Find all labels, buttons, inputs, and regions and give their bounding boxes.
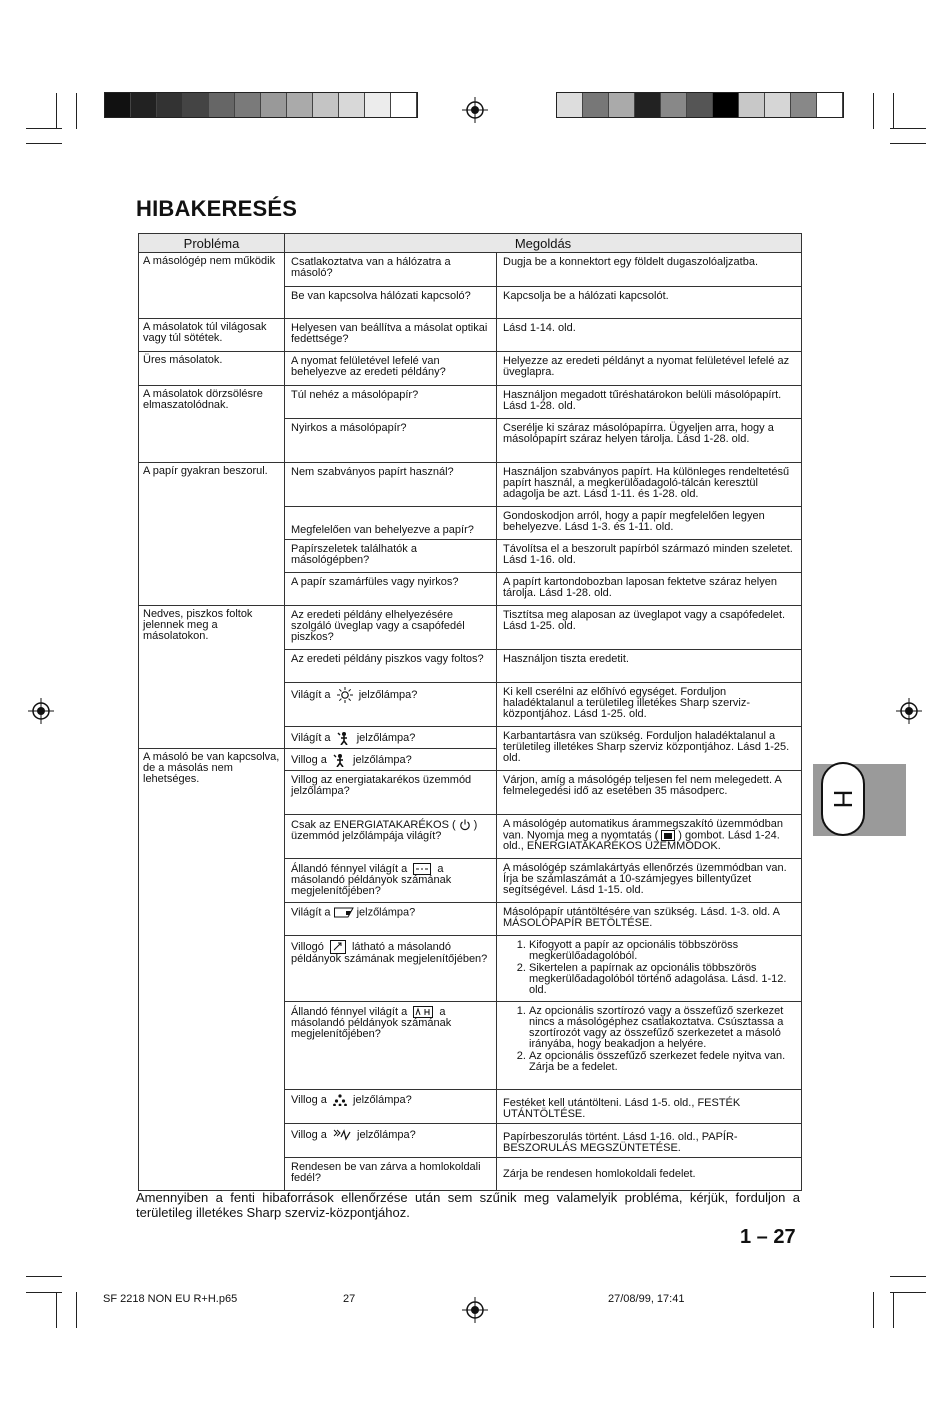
solution-cell: Használjon szabványos papírt. Ha különleges rendeltetésű papírt használ, a megkerülőadagoló-tálcán keresztül adagolja be azt. Lásd 1-11. és 1-28. old. (497, 463, 802, 507)
solution-cell: Cserélje ki száraz másolópapírra. Ügyeljen arra, hogy a másolópapírt száraz helyen tárolja. Lásd 1-28. old. (497, 419, 802, 463)
check-cell (285, 1090, 497, 1124)
check-cell (285, 1002, 497, 1090)
language-tab (813, 764, 906, 836)
header-problem: Probléma (139, 234, 285, 253)
toner-icon (333, 1094, 347, 1106)
table-row (139, 319, 802, 352)
check-cell (285, 727, 497, 749)
table-row (139, 606, 802, 650)
solution-cell: Használjon tiszta eredetit. (497, 650, 802, 683)
table-row (139, 253, 802, 287)
check-cell: Helyesen van beállítva a másolat optikai fedettsége? (285, 319, 497, 352)
check-cell: Túl nehéz a másolópapír? (285, 386, 497, 419)
check-text: jelzőlámpa? (353, 753, 412, 766)
table-row (139, 352, 802, 386)
check-text: Világít a (291, 906, 331, 919)
check-cell (285, 903, 497, 936)
check-text: ) üzemmód jelzőlámpája világít? (291, 818, 478, 842)
solution-list (503, 940, 795, 996)
check-text: Villog a (291, 1128, 327, 1141)
crop-mark (56, 1292, 57, 1328)
table-row (139, 463, 802, 507)
check-text: Villog a (291, 1093, 327, 1106)
header-solution: Megoldás (285, 234, 802, 253)
solution-cell: Távolítsa el a beszorult papírból származó minden szeletet. Lásd 1-16. old. (497, 540, 802, 573)
crop-mark (56, 93, 57, 129)
solution-text: ) gombot. Lásd 1-24. old., ENERGIATAKARÉKOS ÜZEMMÓDOK. (503, 829, 780, 853)
solution-cell: Helyezze az eredeti példányt a nyomat felületével lefelé az üveglapra. (497, 352, 802, 386)
solution-cell: Gondoskodjon arról, hogy a papír megfelelően legyen behelyezve. Lásd 1-3. és 1-11. old. (497, 507, 802, 540)
check-text: Csak az ENERGIATAKARÉKOS ( (291, 818, 456, 831)
check-cell: A papír szamárfüles vagy nyirkos? (285, 573, 497, 606)
power-icon (459, 819, 471, 831)
solution-cell: Festéket kell utántölteni. Lásd 1-5. old., FESTÉK UTÁNTÖLTÉSE. (497, 1090, 802, 1124)
crop-mark (26, 1276, 62, 1277)
check-cell: Az eredeti példány piszkos vagy foltos? (285, 650, 497, 683)
list-item: 2. Az opcionális összefűző szerkezet fedele nyitva van. Zárja be a fedelet. (529, 1051, 795, 1073)
check-cell (285, 859, 497, 903)
check-cell (285, 815, 497, 859)
solution-cell: Használjon megadott tűréshatárokon belüli másolópapírt. Lásd 1-28. old. (497, 386, 802, 419)
list-item: 1. Az opcionális szortírozó vagy a összefűző szerkezet nincs a másológéphez csatlakoztatva. Csúsztassa a szortírozót vagy az összefűző szerkezetet a másoló irányába, hogy beakadjon a helyére. (529, 1006, 795, 1050)
solution-cell: Tisztítsa meg alaposan az üveglapot vagy a csapófedelet. Lásd 1-25. old. (497, 606, 802, 650)
table-row (139, 386, 802, 419)
check-cell: Be van kapcsolva hálózati kapcsoló? (285, 287, 497, 319)
solution-cell (497, 1002, 802, 1090)
check-cell: Nyirkos a másolópapír? (285, 419, 497, 463)
check-text: jelzőlámpa? (353, 1093, 412, 1106)
crop-mark (890, 128, 926, 129)
problem-cell: Üres másolatok. (139, 352, 285, 386)
solution-cell: Várjon, amíg a másológép teljesen fel nem melegedett. A felmelegedési idő az esetében 35 másodperc. (497, 771, 802, 815)
check-cell: Nem szabványos papírt használ? (285, 463, 497, 507)
footnote: Amennyiben a fenti hibaforrások ellenőrzése után sem szűnik meg valamelyik probléma, kérjük, forduljon a területileg illetékes Sharp szerviz-központjához. (136, 1190, 800, 1220)
solution-cell: A másológép számlakártyás ellenőrzés üzemmódban van. Írja be számlaszámát a 10-számjegyes billentyűzet segítségével. Lásd 1-15. old. (497, 859, 802, 903)
check-cell (285, 749, 497, 771)
crop-mark (893, 93, 894, 129)
check-cell: Papírszeletek találhatók a másológépben? (285, 540, 497, 573)
bypass-icon (330, 940, 346, 954)
check-text: Villog a (291, 753, 327, 766)
check-text: Állandó fénnyel világít a (291, 862, 408, 875)
crop-mark (873, 93, 874, 129)
list-item: 1. Kifogyott a papír az opcionális többszöröss megkerülőadagolóból. (529, 940, 795, 962)
solution-cell: Zárja be rendesen homlokoldali fedelet. (497, 1158, 802, 1191)
registration-mark-icon (28, 698, 54, 724)
check-cell: Villog az energiatakarékos üzemmód jelzőlámpa? (285, 771, 497, 815)
solution-cell: Kapcsolja be a hálózati kapcsolót. (497, 287, 802, 319)
solution-cell: Másolópapír utántöltésére van szükség. Lásd. 1-3. old. A MÁSOLÓPAPÍR BETÖLTÉSE. (497, 903, 802, 936)
check-text: Állandó fénnyel világít a (291, 1005, 408, 1018)
footer-filename: SF 2218 NON EU R+H.p65 (103, 1293, 238, 1305)
check-text: jelzőlámpa? (358, 688, 418, 701)
page-title: HIBAKERESÉS (136, 196, 298, 221)
check-cell: Az eredeti példány elhelyezésére szolgáló üveglap vagy a csapófedél piszkos? (285, 606, 497, 650)
solution-cell: Papírbeszorulás történt. Lásd 1-16. old., PAPÍR-BESZORULÁS MEGSZÜNTETÉSE. (497, 1124, 802, 1158)
wrench-person-icon (333, 753, 347, 767)
solution-cell: Karbantartásra van szükség. Forduljon haladéktalanul a területileg illetékes Sharp szerviz központjához. Lásd 1-25. old. (497, 727, 802, 771)
problem-cell: A másológép nem működik (139, 253, 285, 319)
crop-mark (890, 1292, 926, 1293)
problem-cell: A másoló be van kapcsolva, de a másolás nem lehetséges. (139, 749, 285, 1191)
wrench-person-icon (337, 731, 351, 745)
solution-cell: A papírt kartondobozban laposan fektetve száraz helyen tárolja. Lásd 1-28. old. (497, 573, 802, 606)
page-number: 1 – 27 (740, 1226, 796, 1248)
crop-mark (76, 93, 77, 129)
footer-datetime: 27/08/99, 17:41 (608, 1293, 685, 1305)
check-text: a másolandó példányok számának megjelenítőjében? (291, 1005, 452, 1040)
grayscale-bar-left (104, 92, 418, 118)
language-tab-letter: H (828, 789, 859, 809)
crop-mark (26, 1292, 62, 1293)
check-text: Villogó (291, 940, 324, 953)
problem-cell: A másolatok dörzsölésre elmaszatolódnak. (139, 386, 285, 463)
check-text: Világít a (291, 688, 331, 701)
solution-text: A másológép automatikus árammegszakító üzemmódban van. Nyomja meg a nyomtatás ( (503, 818, 784, 842)
troubleshooting-table (138, 233, 802, 1191)
check-cell: Megfelelően van behelyezve a papír? (285, 507, 497, 540)
check-text: a másolandó példányok számának megjelenítőjében? (291, 862, 452, 897)
check-cell (285, 936, 497, 1002)
problem-cell: A papír gyakran beszorul. (139, 463, 285, 606)
crop-mark (76, 1292, 77, 1328)
registration-mark-icon (896, 698, 922, 724)
paper-tray-icon (334, 907, 354, 918)
problem-cell: A másolatok túl világosak vagy túl sötétek. (139, 319, 285, 352)
misfeed-icon (333, 1128, 351, 1142)
sun-icon (337, 687, 353, 703)
check-cell: Rendesen be van zárva a homlokoldali fedél? (285, 1158, 497, 1191)
registration-mark-icon (462, 97, 488, 123)
registration-mark-icon (462, 1297, 488, 1323)
check-cell: Csatlakoztatva van a hálózatra a másoló? (285, 253, 497, 287)
check-cell (285, 1124, 497, 1158)
check-text: Világít a (291, 731, 331, 744)
check-text: jelzőlámpa? (357, 1128, 416, 1141)
check-text: jelzőlámpa? (356, 906, 416, 919)
solution-cell: Lásd 1-14. old. (497, 319, 802, 352)
problem-cell: Nedves, piszkos foltok jelennek meg a másolatokon. (139, 606, 285, 749)
check-cell (285, 683, 497, 727)
list-item: 2. Sikertelen a papírnak az opcionális többszörös megkerülőadagolóból történő adagolása. Lásd. 1-12. old. (529, 963, 795, 996)
solution-cell: Dugja be a konnektort egy földelt dugaszolóaljzatba. (497, 253, 802, 287)
solution-cell (497, 936, 802, 1002)
footer-page: 27 (343, 1293, 356, 1305)
crop-mark (890, 143, 926, 144)
crop-mark (893, 1292, 894, 1328)
table-header-row (139, 234, 802, 253)
solution-list (503, 1006, 795, 1073)
crop-mark (890, 1276, 926, 1277)
solution-cell (497, 815, 802, 859)
check-text: látható a másolandó példányok számának megjelenítőjében? (291, 940, 488, 965)
crop-mark (873, 1292, 874, 1328)
crop-mark (26, 143, 62, 144)
grayscale-bar-right (556, 92, 844, 118)
check-text: jelzőlámpa? (356, 731, 416, 744)
solution-cell: Ki kell cserélni az előhívó egységet. Forduljon haladéktalanul a területileg illetékes Sharp szerviz-központjához. Lásd 1-25. old. (497, 683, 802, 727)
check-cell: A nyomat felületével lefelé van behelyezve az eredeti példány? (285, 352, 497, 386)
